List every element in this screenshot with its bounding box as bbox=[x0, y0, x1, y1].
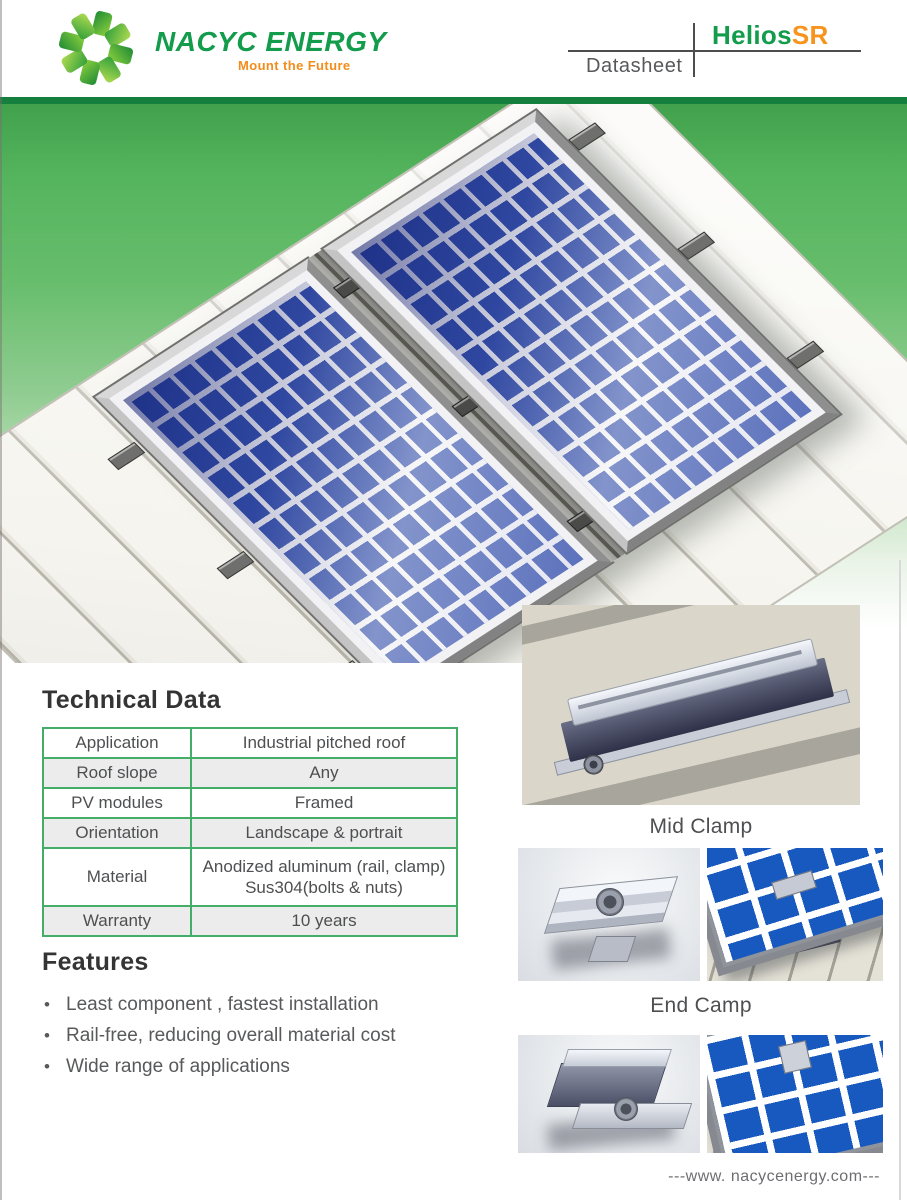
website-footer: ---www. nacycenergy.com--- bbox=[668, 1168, 880, 1185]
page-edge-left bbox=[0, 0, 2, 1200]
technical-data-title: Technical Data bbox=[42, 686, 221, 714]
clamp-flange-graphic bbox=[562, 1049, 672, 1067]
features-title: Features bbox=[42, 948, 149, 976]
list-item bbox=[44, 1056, 395, 1078]
slot-nut-graphic bbox=[588, 936, 636, 962]
row-label: Roof slope bbox=[43, 758, 191, 788]
row-label: Warranty bbox=[43, 906, 191, 936]
brand-name: NACYC ENERGY bbox=[155, 26, 387, 57]
banner-top-bar bbox=[0, 97, 907, 104]
bolt-graphic bbox=[596, 888, 624, 916]
solar-roof-render bbox=[95, 111, 840, 663]
logo-pinwheel-icon bbox=[52, 6, 140, 90]
features-list bbox=[44, 994, 395, 1087]
mini-rail-photo bbox=[522, 605, 860, 805]
table-row bbox=[43, 906, 457, 936]
end-clamp-caption: End Camp bbox=[650, 994, 752, 1017]
row-value: Industrial pitched roof bbox=[191, 728, 457, 758]
product-title-suffix: SR bbox=[791, 20, 829, 50]
table-row bbox=[43, 728, 457, 758]
row-value-line1: Anodized aluminum (rail, clamp) bbox=[202, 856, 446, 876]
technical-data-table bbox=[42, 727, 458, 937]
bolt-graphic bbox=[614, 1097, 638, 1121]
row-value: Any bbox=[191, 758, 457, 788]
document-type-label: Datasheet bbox=[586, 55, 683, 77]
mid-clamp-caption: Mid Clamp bbox=[649, 815, 753, 838]
bullet-icon: • bbox=[44, 1057, 50, 1076]
header bbox=[0, 0, 907, 97]
product-title bbox=[712, 20, 829, 51]
row-value: 10 years bbox=[191, 906, 457, 936]
product-title-primary: Helios bbox=[712, 20, 792, 50]
end-clamp-detail-photo bbox=[518, 1035, 700, 1153]
row-label: Material bbox=[43, 848, 191, 906]
row-label: Application bbox=[43, 728, 191, 758]
row-label: PV modules bbox=[43, 788, 191, 818]
row-value-line2: Sus304(bolts & nuts) bbox=[245, 878, 403, 897]
list-item bbox=[44, 994, 395, 1016]
table-row bbox=[43, 848, 457, 906]
list-item bbox=[44, 1025, 395, 1047]
mid-clamp-context-photo bbox=[707, 848, 883, 981]
hero-banner bbox=[0, 97, 907, 663]
mid-clamp-detail-photo bbox=[518, 848, 700, 981]
bullet-icon: • bbox=[44, 1026, 50, 1045]
row-label: Orientation bbox=[43, 818, 191, 848]
table-row bbox=[43, 818, 457, 848]
clamp-face-graphic bbox=[547, 1063, 667, 1107]
feature-text: Rail-free, reducing overall material cost bbox=[66, 1025, 396, 1046]
end-clamp-context-photo bbox=[707, 1035, 883, 1153]
row-value: Framed bbox=[191, 788, 457, 818]
feature-text: Least component , fastest installation bbox=[66, 994, 379, 1015]
page-edge-right bbox=[899, 560, 901, 1200]
brand-tagline: Mount the Future bbox=[238, 58, 351, 73]
feature-text: Wide range of applications bbox=[66, 1056, 290, 1077]
row-value: Landscape & portrait bbox=[191, 818, 457, 848]
table-row bbox=[43, 788, 457, 818]
table-row bbox=[43, 758, 457, 788]
header-vertical-rule bbox=[693, 23, 695, 77]
bullet-icon: • bbox=[44, 995, 50, 1014]
row-value bbox=[191, 848, 457, 906]
